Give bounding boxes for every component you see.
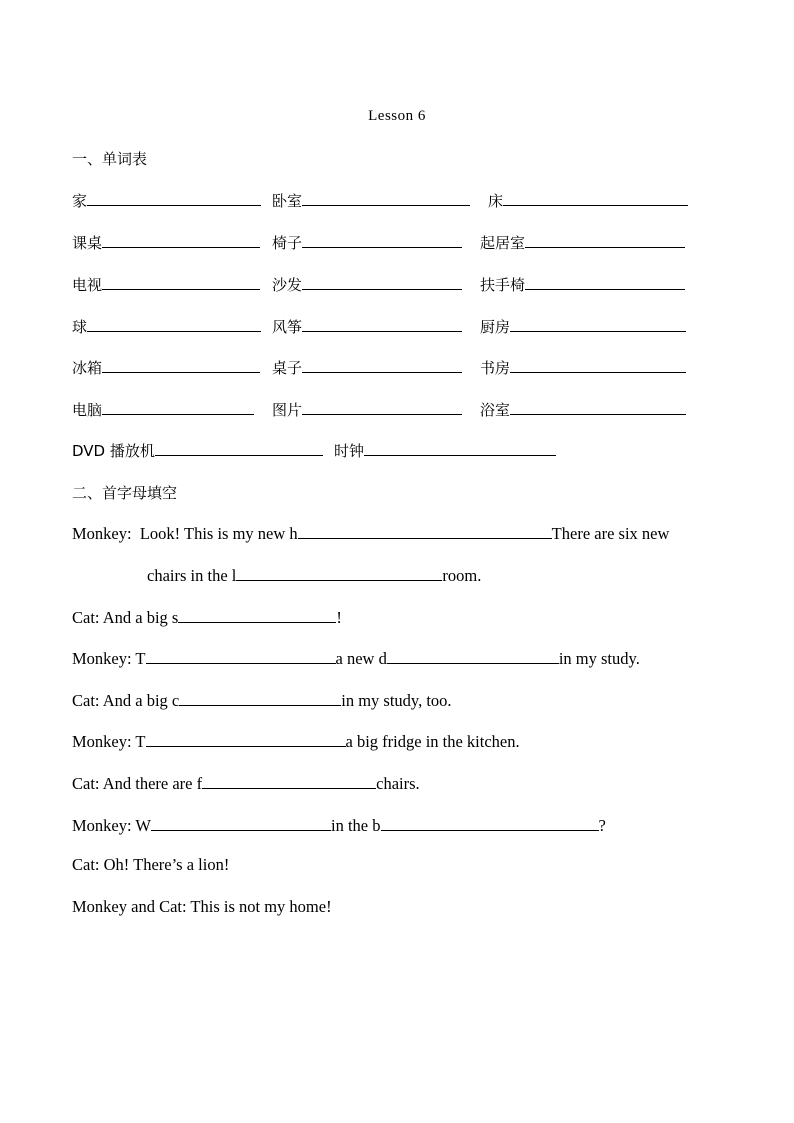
- vocab-item: 椅子: [272, 232, 462, 253]
- answer-blank[interactable]: [87, 316, 261, 332]
- answer-blank[interactable]: [146, 647, 336, 664]
- answer-blank[interactable]: [503, 190, 688, 206]
- answer-blank[interactable]: [510, 399, 686, 415]
- vocab-item: 书房: [480, 357, 686, 378]
- vocabulary-heading: 一、单词表: [72, 150, 148, 168]
- answer-blank[interactable]: [302, 357, 462, 373]
- answer-blank[interactable]: [155, 440, 323, 456]
- sentence-line: Monkey and Cat: This is not my home!: [72, 897, 332, 916]
- vocab-item: 时钟: [334, 440, 556, 461]
- fill-in-heading: 二、首字母填空: [72, 484, 178, 502]
- answer-blank[interactable]: [102, 357, 260, 373]
- answer-blank[interactable]: [178, 606, 336, 623]
- sentence-line: Cat: And there are f chairs.: [72, 774, 420, 793]
- sentence-line: chairs in the l room.: [147, 566, 482, 585]
- vocab-item: 图片: [272, 399, 462, 420]
- answer-blank[interactable]: [525, 274, 685, 290]
- vocab-item: 起居室: [480, 232, 685, 253]
- answer-blank[interactable]: [302, 232, 462, 248]
- answer-blank[interactable]: [151, 814, 331, 831]
- vocab-item: 电脑: [72, 399, 254, 420]
- answer-blank[interactable]: [202, 772, 376, 789]
- vocab-item: 电视: [72, 274, 260, 295]
- answer-blank[interactable]: [302, 274, 462, 290]
- vocab-row: [72, 190, 722, 212]
- answer-blank[interactable]: [102, 232, 260, 248]
- answer-blank[interactable]: [387, 647, 559, 664]
- answer-blank[interactable]: [364, 440, 556, 456]
- vocab-row: [72, 316, 722, 338]
- answer-blank[interactable]: [146, 730, 346, 747]
- vocab-item: DVD 播放机: [72, 440, 323, 461]
- answer-blank[interactable]: [525, 232, 685, 248]
- answer-blank[interactable]: [302, 399, 462, 415]
- sentence-line: Monkey: T a new d in my study.: [72, 649, 640, 668]
- answer-blank[interactable]: [298, 522, 552, 539]
- answer-blank[interactable]: [102, 274, 260, 290]
- sentence-line: Monkey: T a big fridge in the kitchen.: [72, 732, 520, 751]
- vocab-item: 浴室: [480, 399, 686, 420]
- vocab-row: [72, 232, 722, 254]
- vocab-item: 家: [72, 190, 261, 211]
- vocab-row: [72, 399, 722, 421]
- answer-blank[interactable]: [381, 814, 599, 831]
- vocab-item: 扶手椅: [480, 274, 685, 295]
- answer-blank[interactable]: [302, 316, 462, 332]
- answer-blank[interactable]: [302, 190, 470, 206]
- vocab-item: 厨房: [480, 316, 686, 337]
- answer-blank[interactable]: [510, 357, 686, 373]
- lesson-title: Lesson 6: [368, 108, 426, 124]
- sentence-line: Monkey: W in the b ?: [72, 816, 606, 835]
- vocab-item: 球: [72, 316, 261, 337]
- vocab-item: 桌子: [272, 357, 462, 378]
- answer-blank[interactable]: [87, 190, 261, 206]
- vocab-item: 床: [488, 190, 688, 211]
- vocab-item: 风筝: [272, 316, 462, 337]
- vocab-item: 课桌: [72, 232, 260, 253]
- answer-blank[interactable]: [179, 689, 341, 706]
- vocab-row: [72, 357, 722, 379]
- sentence-line: Cat: Oh! There’s a lion!: [72, 855, 230, 874]
- sentence-line: Cat: And a big s !: [72, 608, 342, 627]
- vocab-item: 沙发: [272, 274, 462, 295]
- sentence-line: Monkey: Look! This is my new h There are six new: [72, 524, 670, 543]
- vocab-item: 冰箱: [72, 357, 260, 378]
- vocab-row: [72, 274, 722, 296]
- sentence-line: Cat: And a big c in my study, too.: [72, 691, 452, 710]
- vocab-item: 卧室: [272, 190, 470, 211]
- vocab-row: [72, 440, 722, 462]
- answer-blank[interactable]: [510, 316, 686, 332]
- answer-blank[interactable]: [102, 399, 254, 415]
- answer-blank[interactable]: [236, 564, 442, 581]
